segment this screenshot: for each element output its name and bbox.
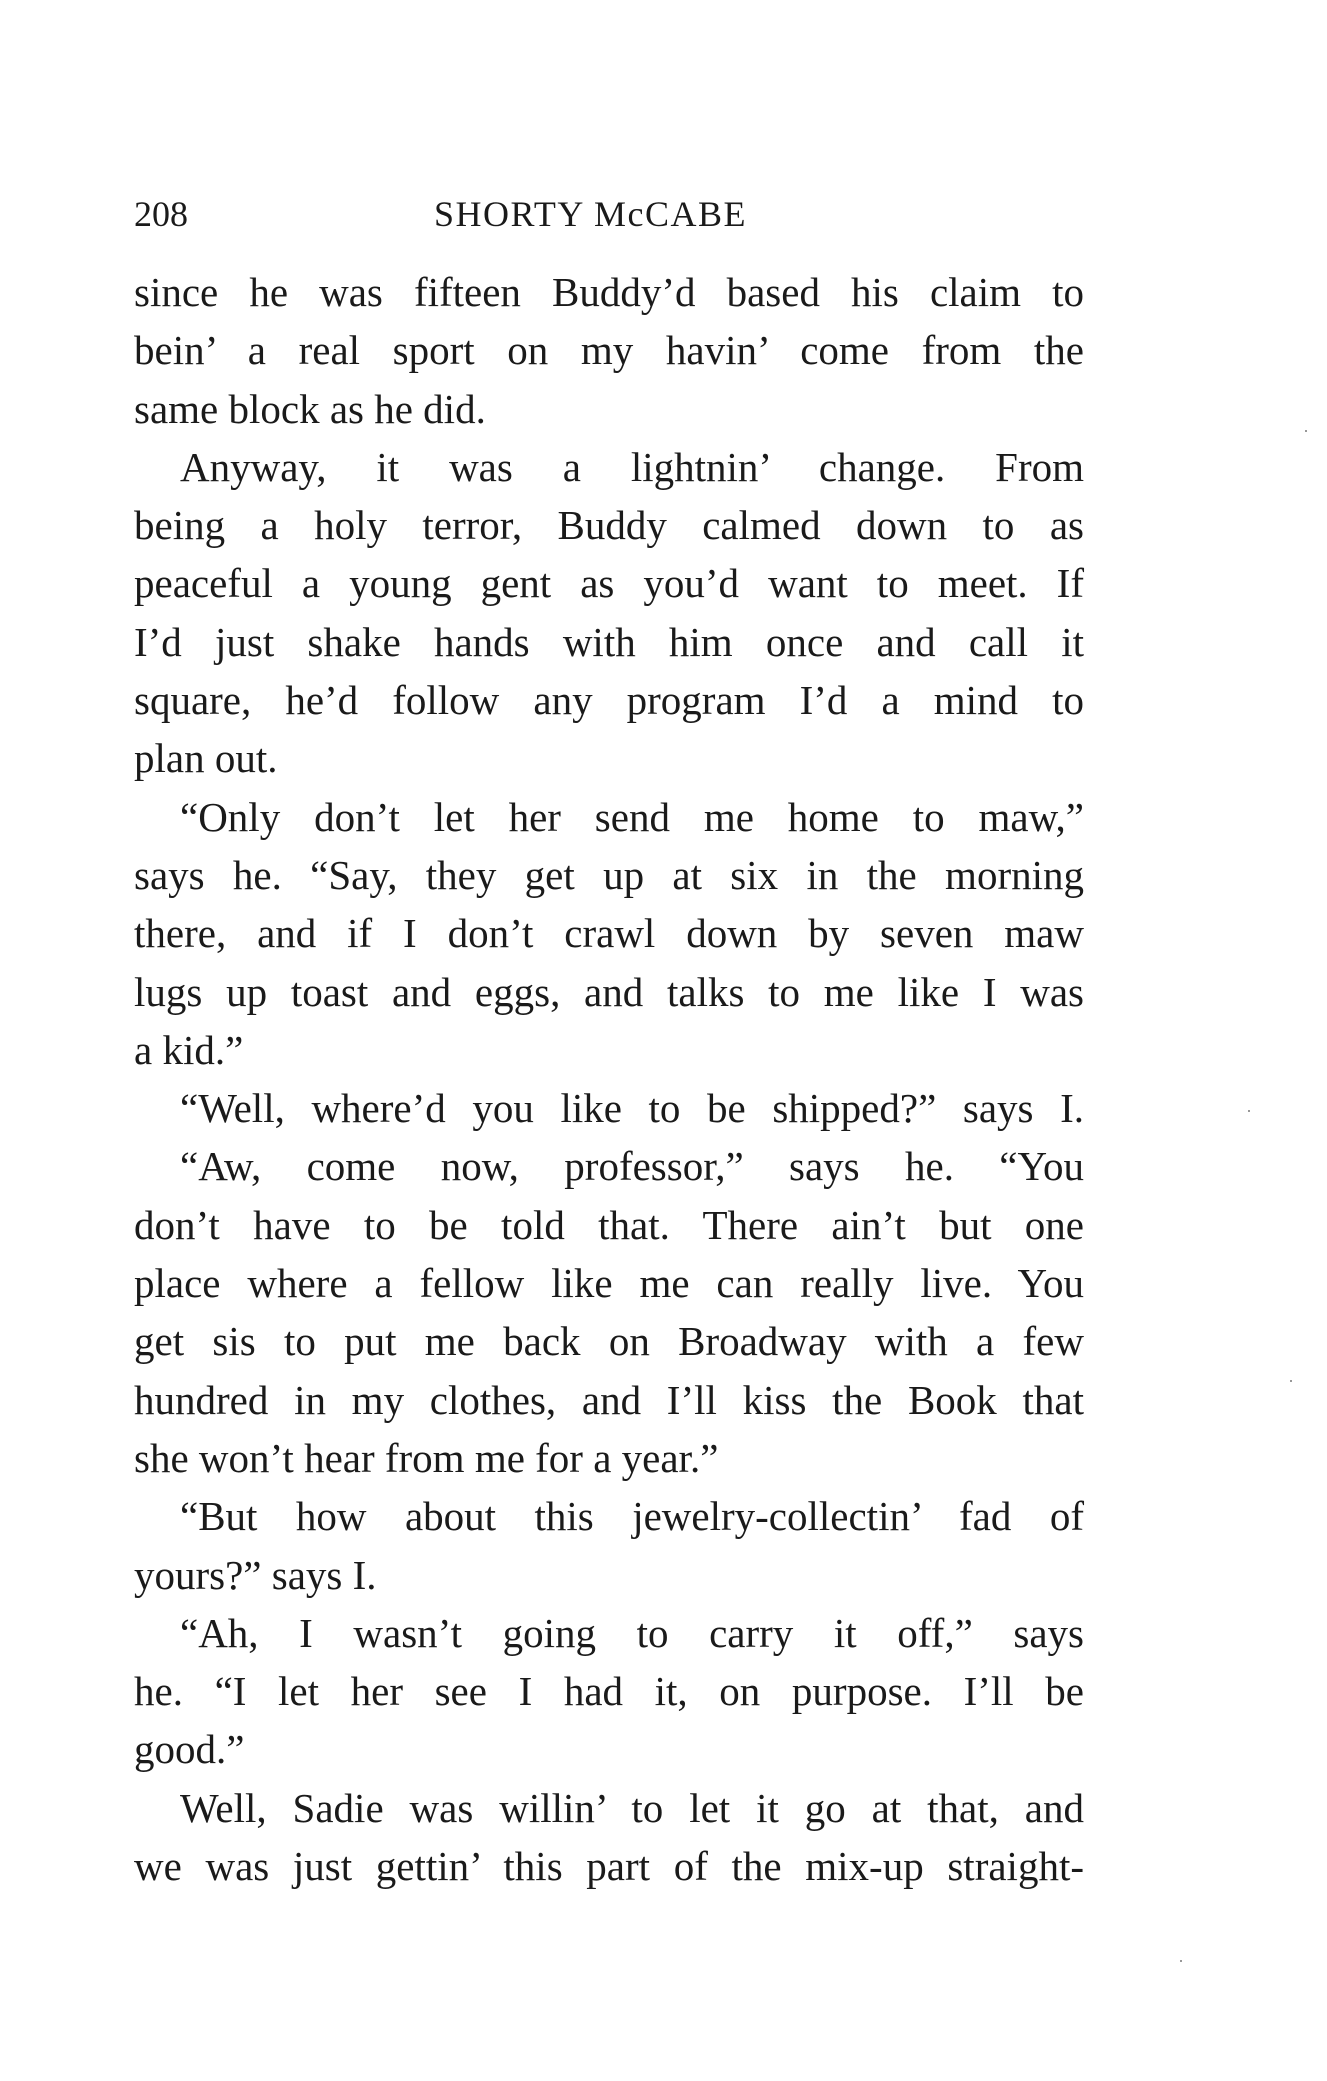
text-line: “But how about this jewelry-collectin’ fad of	[180, 1493, 1084, 1540]
text-line: hundred in my clothes, and I’ll kiss the Book that	[134, 1376, 1084, 1423]
scan-speck	[1305, 430, 1307, 432]
text-line: same block as he did.	[134, 385, 486, 432]
text-line: since he was fifteen Buddy’d based his claim to	[134, 269, 1084, 315]
running-head: SHORTY McCABE	[434, 194, 748, 234]
text-line: “Well, where’d you like to be shipped?” says I.	[180, 1085, 1084, 1132]
text-line: a kid.”	[134, 1026, 244, 1073]
text-line: lugs up toast and eggs, and talks to me like I was	[134, 968, 1084, 1015]
text-line: square, he’d follow any program I’d a mind to	[134, 677, 1084, 724]
text-line: Anyway, it was a lightnin’ change. From	[180, 443, 1084, 490]
text-line: “Ah, I wasn’t going to carry it off,” says	[180, 1609, 1084, 1656]
text-line: says he. “Say, they get up at six in the morning	[134, 851, 1084, 898]
text-line: she won’t hear from me for a year.”	[134, 1434, 719, 1481]
text-line: yours?” says I.	[134, 1551, 377, 1598]
text-line: I’d just shake hands with him once and call it	[134, 618, 1084, 665]
page-header	[134, 184, 1084, 244]
text-line: peaceful a young gent as you’d want to meet. If	[134, 560, 1084, 607]
text-line: plan out.	[134, 735, 278, 782]
scan-speck	[1248, 1110, 1250, 1112]
scan-speck	[1290, 1380, 1292, 1382]
text-line: Well, Sadie was willin’ to let it go at that, and	[180, 1784, 1084, 1831]
text-line: “Only don’t let her send me home to maw,”	[180, 793, 1084, 840]
text-line: we was just gettin’ this part of the mix-up straight-	[134, 1843, 1084, 1890]
body-text	[134, 263, 1084, 1895]
text-line: place where a fellow like me can really live. You	[134, 1260, 1084, 1307]
text-line: bein’ a real sport on my havin’ come from the	[134, 327, 1084, 374]
text-line: get sis to put me back on Broadway with a few	[134, 1318, 1084, 1365]
page-number: 208	[134, 194, 188, 234]
text-line: there, and if I don’t crawl down by seven maw	[134, 910, 1084, 957]
text-line: good.”	[134, 1726, 245, 1773]
text-line: he. “I let her see I had it, on purpose. I’ll be	[134, 1668, 1084, 1715]
scan-speck	[1180, 1960, 1182, 1962]
text-line: being a holy terror, Buddy calmed down to as	[134, 502, 1084, 549]
text-line: “Aw, come now, professor,” says he. “You	[180, 1143, 1084, 1190]
text-line: don’t have to be told that. There ain’t but one	[134, 1201, 1084, 1248]
